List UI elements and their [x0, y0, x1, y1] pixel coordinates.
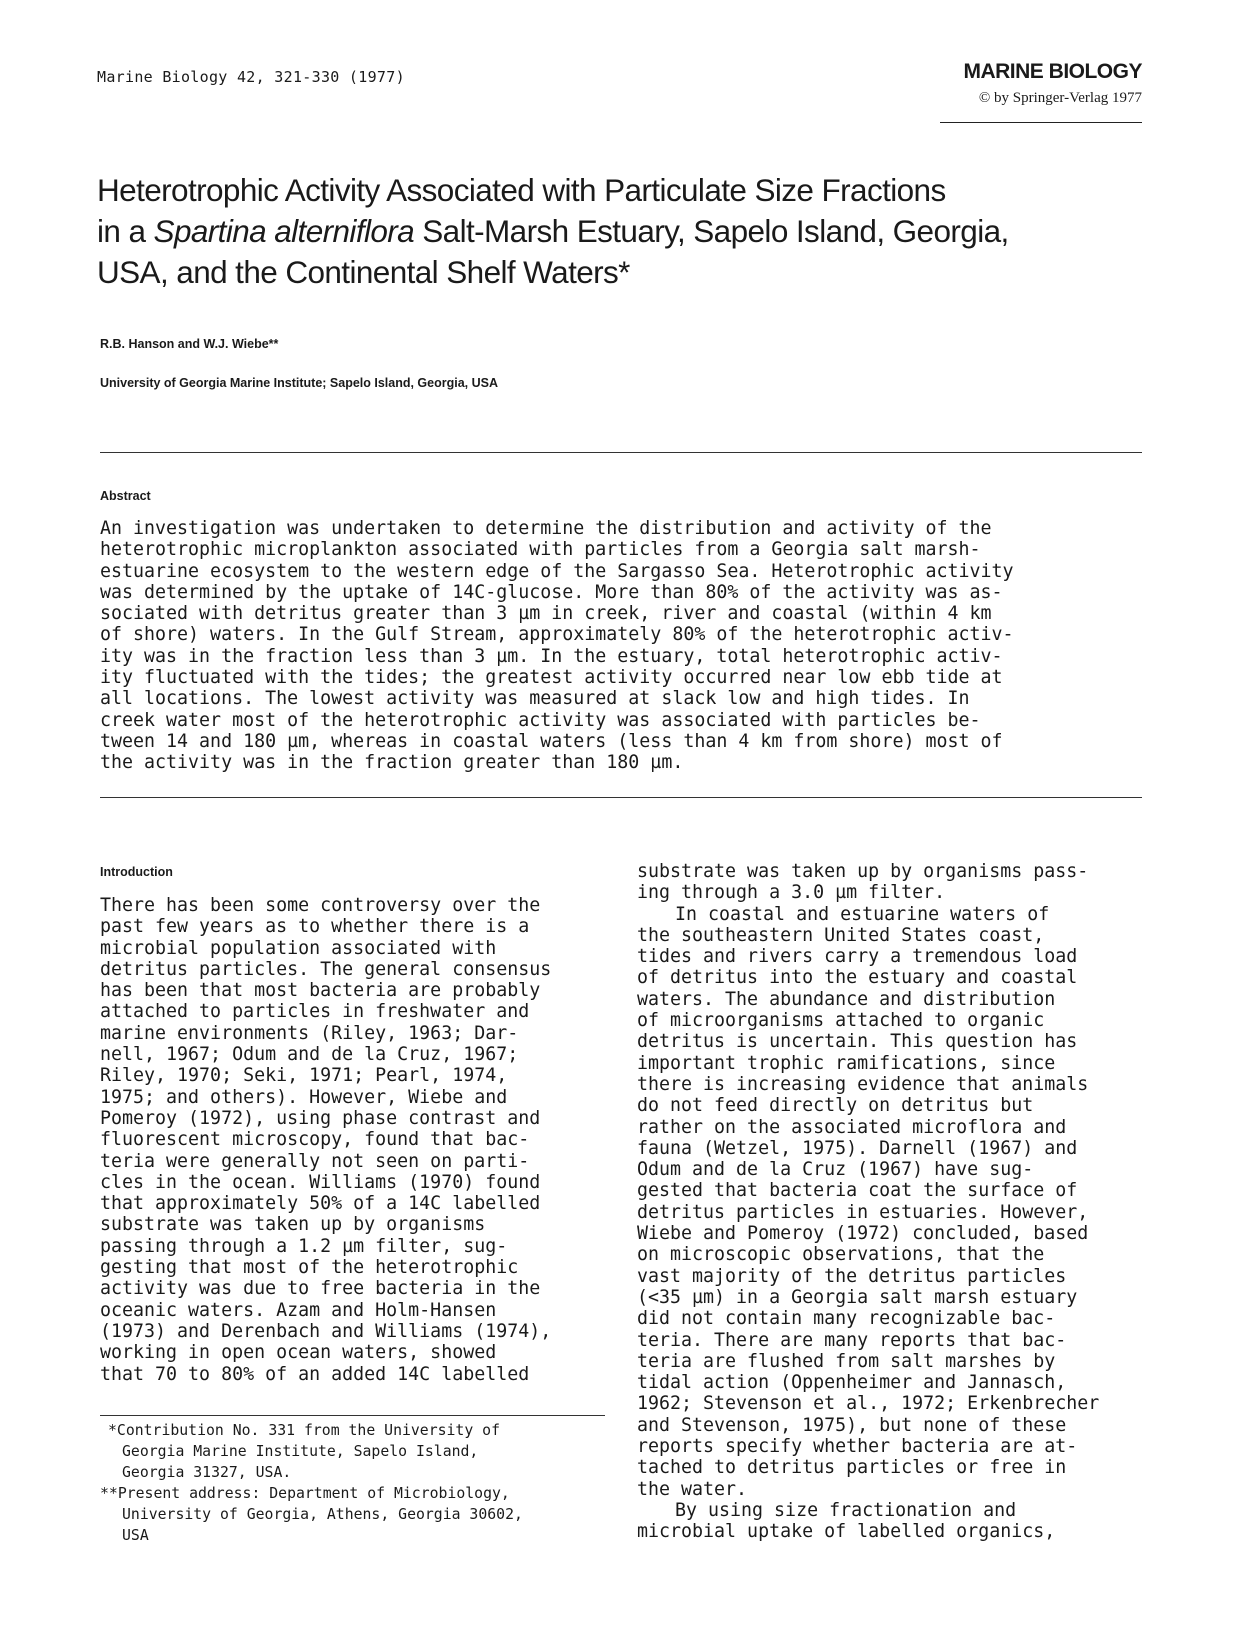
body-line: did not contain many recognizable bac- [637, 1308, 1056, 1330]
introduction-left-column [100, 895, 610, 1385]
footnote-line: University of Georgia, Athens, Georgia 30602, [122, 1506, 523, 1523]
body-line: important trophic ramifications, since [637, 1052, 1056, 1074]
footnote-line: **Present address: Department of Microbiology, [100, 1485, 510, 1502]
body-line: (<35 µm) in a Georgia salt marsh estuary [637, 1286, 1078, 1308]
publisher-copyright: © by Springer-Verlag 1977 [978, 90, 1142, 106]
body-line: that approximately 50% of a 14C labelled [100, 1193, 541, 1215]
body-line: oceanic waters. Azam and Holm-Hansen [100, 1299, 497, 1321]
body-line: marine environments (Riley, 1963; Dar- [100, 1022, 519, 1044]
body-line: Wiebe and Pomeroy (1972) concluded, based [637, 1223, 1089, 1245]
body-line: tides and rivers carry a tremendous load [637, 946, 1078, 968]
title-line-1: Heterotrophic Activity Associated with Particulate Size Fractions [97, 172, 946, 208]
abstract-line: of shore) waters. In the Gulf Stream, approximately 80% of the heterotrophic activ- [100, 624, 1014, 646]
footnotes [100, 1420, 610, 1546]
body-line: microbial uptake of labelled organics, [637, 1521, 1056, 1543]
paper-title [97, 170, 1157, 293]
body-line: cles in the ocean. Williams (1970) found [100, 1171, 541, 1193]
body-line: microbial population associated with [100, 937, 497, 959]
abstract-bottom-rule [100, 797, 1142, 798]
affiliation: University of Georgia Marine Institute; Sapelo Island, Georgia, USA [100, 376, 498, 390]
body-line: reports specify whether bacteria are at- [637, 1436, 1078, 1458]
body-line: and Stevenson, 1975), but none of these [637, 1414, 1067, 1436]
masthead-divider [940, 122, 1142, 123]
body-line: waters. The abundance and distribution [637, 988, 1056, 1010]
introduction-right-column [637, 861, 1157, 1543]
body-line: of microorganisms attached to organic [637, 1010, 1045, 1032]
body-line: gested that bacteria coat the surface of [637, 1180, 1078, 1202]
abstract-line: tween 14 and 180 µm, whereas in coastal waters (less than 4 km from shore) most of [100, 730, 1003, 752]
body-line: There has been some controversy over the [100, 895, 541, 916]
body-line: detritus particles. The general consensus [100, 958, 552, 980]
abstract-line: creek water most of the heterotrophic activity was associated with particles be- [100, 709, 981, 731]
title-line-2 [97, 211, 1157, 252]
abstract-line: heterotrophic microplankton associated with particles from a Georgia salt marsh- [100, 539, 981, 561]
body-line: teria were generally not seen on parti- [100, 1150, 530, 1172]
footnote-divider [100, 1415, 605, 1416]
footnote-line: Georgia Marine Institute, Sapelo Island, [122, 1443, 479, 1460]
body-line: fluorescent microscopy, found that bac- [100, 1129, 530, 1151]
abstract-top-rule [100, 452, 1142, 453]
footnote-line: USA [122, 1527, 149, 1544]
body-line: By using size fractionation and [675, 1499, 1017, 1521]
footnote-line: *Contribution No. 331 from the University of [108, 1422, 500, 1439]
body-line: has been that most bacteria are probably [100, 980, 541, 1002]
abstract-line: ity was in the fraction less than 3 µm. In the estuary, total heterotrophic activ- [100, 645, 1003, 667]
body-line: ing through a 3.0 µm filter. [637, 882, 946, 904]
body-line: past few years as to whether there is a [100, 916, 530, 938]
body-line: fauna (Wetzel, 1975). Darnell (1967) and [637, 1137, 1078, 1159]
title-line-3: USA, and the Continental Shelf Waters* [97, 254, 630, 290]
abstract-line: An investigation was undertaken to determine the distribution and activity of the [100, 518, 992, 539]
body-line: attached to particles in freshwater and [100, 1001, 530, 1023]
journal-masthead [940, 60, 1142, 107]
journal-citation: Marine Biology 42, 321-330 (1977) [97, 68, 405, 86]
body-line: activity was due to free bacteria in the [100, 1278, 541, 1300]
body-line: the southeastern United States coast, [637, 924, 1045, 946]
body-line: working in open ocean waters, showed [100, 1342, 497, 1364]
body-line: gesting that most of the heterotrophic [100, 1257, 519, 1279]
body-line: detritus particles in estuaries. However, [637, 1201, 1089, 1223]
authors: R.B. Hanson and W.J. Wiebe** [100, 337, 279, 351]
title-text: in a [97, 213, 154, 249]
body-line: detritus is uncertain. This question has [637, 1031, 1078, 1053]
body-line: (1973) and Derenbach and Williams (1974), [100, 1320, 552, 1342]
body-line: passing through a 1.2 µm filter, sug- [100, 1235, 508, 1257]
abstract-body [100, 518, 1150, 774]
abstract-line: all locations. The lowest activity was measured at slack low and high tides. In [100, 688, 970, 710]
abstract-heading: Abstract [100, 489, 151, 503]
abstract-line: was determined by the uptake of 14C-glucose. More than 80% of the activity was as- [100, 581, 1003, 603]
body-line: teria are flushed from salt marshes by [637, 1350, 1056, 1372]
species-name: Spartina alterniflora [153, 213, 415, 249]
body-line: tached to detritus particles or free in [637, 1457, 1067, 1479]
body-line: Riley, 1970; Seki, 1971; Pearl, 1974, [100, 1065, 508, 1087]
footnote-1 [100, 1420, 610, 1483]
body-line: do not feed directly on detritus but [637, 1095, 1034, 1117]
footnote-2 [100, 1483, 610, 1546]
body-line: Pomeroy (1972), using phase contrast and [100, 1107, 541, 1129]
body-line: on microscopic observations, that the [637, 1244, 1045, 1266]
footnote-line: Georgia 31327, USA. [122, 1464, 292, 1481]
abstract-line: sociated with detritus greater than 3 µm in creek, river and coastal (within 4 km [100, 603, 992, 625]
body-line: nell, 1967; Odum and de la Cruz, 1967; [100, 1044, 519, 1066]
body-line: substrate was taken up by organisms [100, 1214, 486, 1236]
abstract-line: ity fluctuated with the tides; the greatest activity occurred near low ebb tide at [100, 667, 1003, 689]
journal-name: MARINE BIOLOGY [963, 60, 1142, 83]
body-line: vast majority of the detritus particles [637, 1265, 1067, 1287]
body-line: the water. [637, 1478, 748, 1500]
body-line: there is increasing evidence that animals [637, 1073, 1089, 1095]
title-text: Salt-Marsh Estuary, Sapelo Island, Georgia, [414, 213, 1009, 249]
body-line: substrate was taken up by organisms pass- [637, 861, 1089, 882]
body-line: Odum and de la Cruz (1967) have sug- [637, 1159, 1034, 1181]
body-line: In coastal and estuarine waters of [675, 903, 1050, 925]
body-line: of detritus into the estuary and coastal [637, 967, 1078, 989]
body-line: rather on the associated microflora and [637, 1116, 1067, 1138]
body-line: teria. There are many reports that bac- [637, 1329, 1067, 1351]
abstract-line: the activity was in the fraction greater than 180 µm. [100, 752, 684, 774]
body-line: 1962; Stevenson et al., 1972; Erkenbrecher [637, 1393, 1100, 1415]
body-line: that 70 to 80% of an added 14C labelled [100, 1363, 530, 1385]
abstract-line: estuarine ecosystem to the western edge of the Sargasso Sea. Heterotrophic activity [100, 560, 1014, 582]
body-line: tidal action (Oppenheimer and Jannasch, [637, 1372, 1067, 1394]
body-line: 1975; and others). However, Wiebe and [100, 1086, 508, 1108]
introduction-heading: Introduction [100, 865, 173, 879]
